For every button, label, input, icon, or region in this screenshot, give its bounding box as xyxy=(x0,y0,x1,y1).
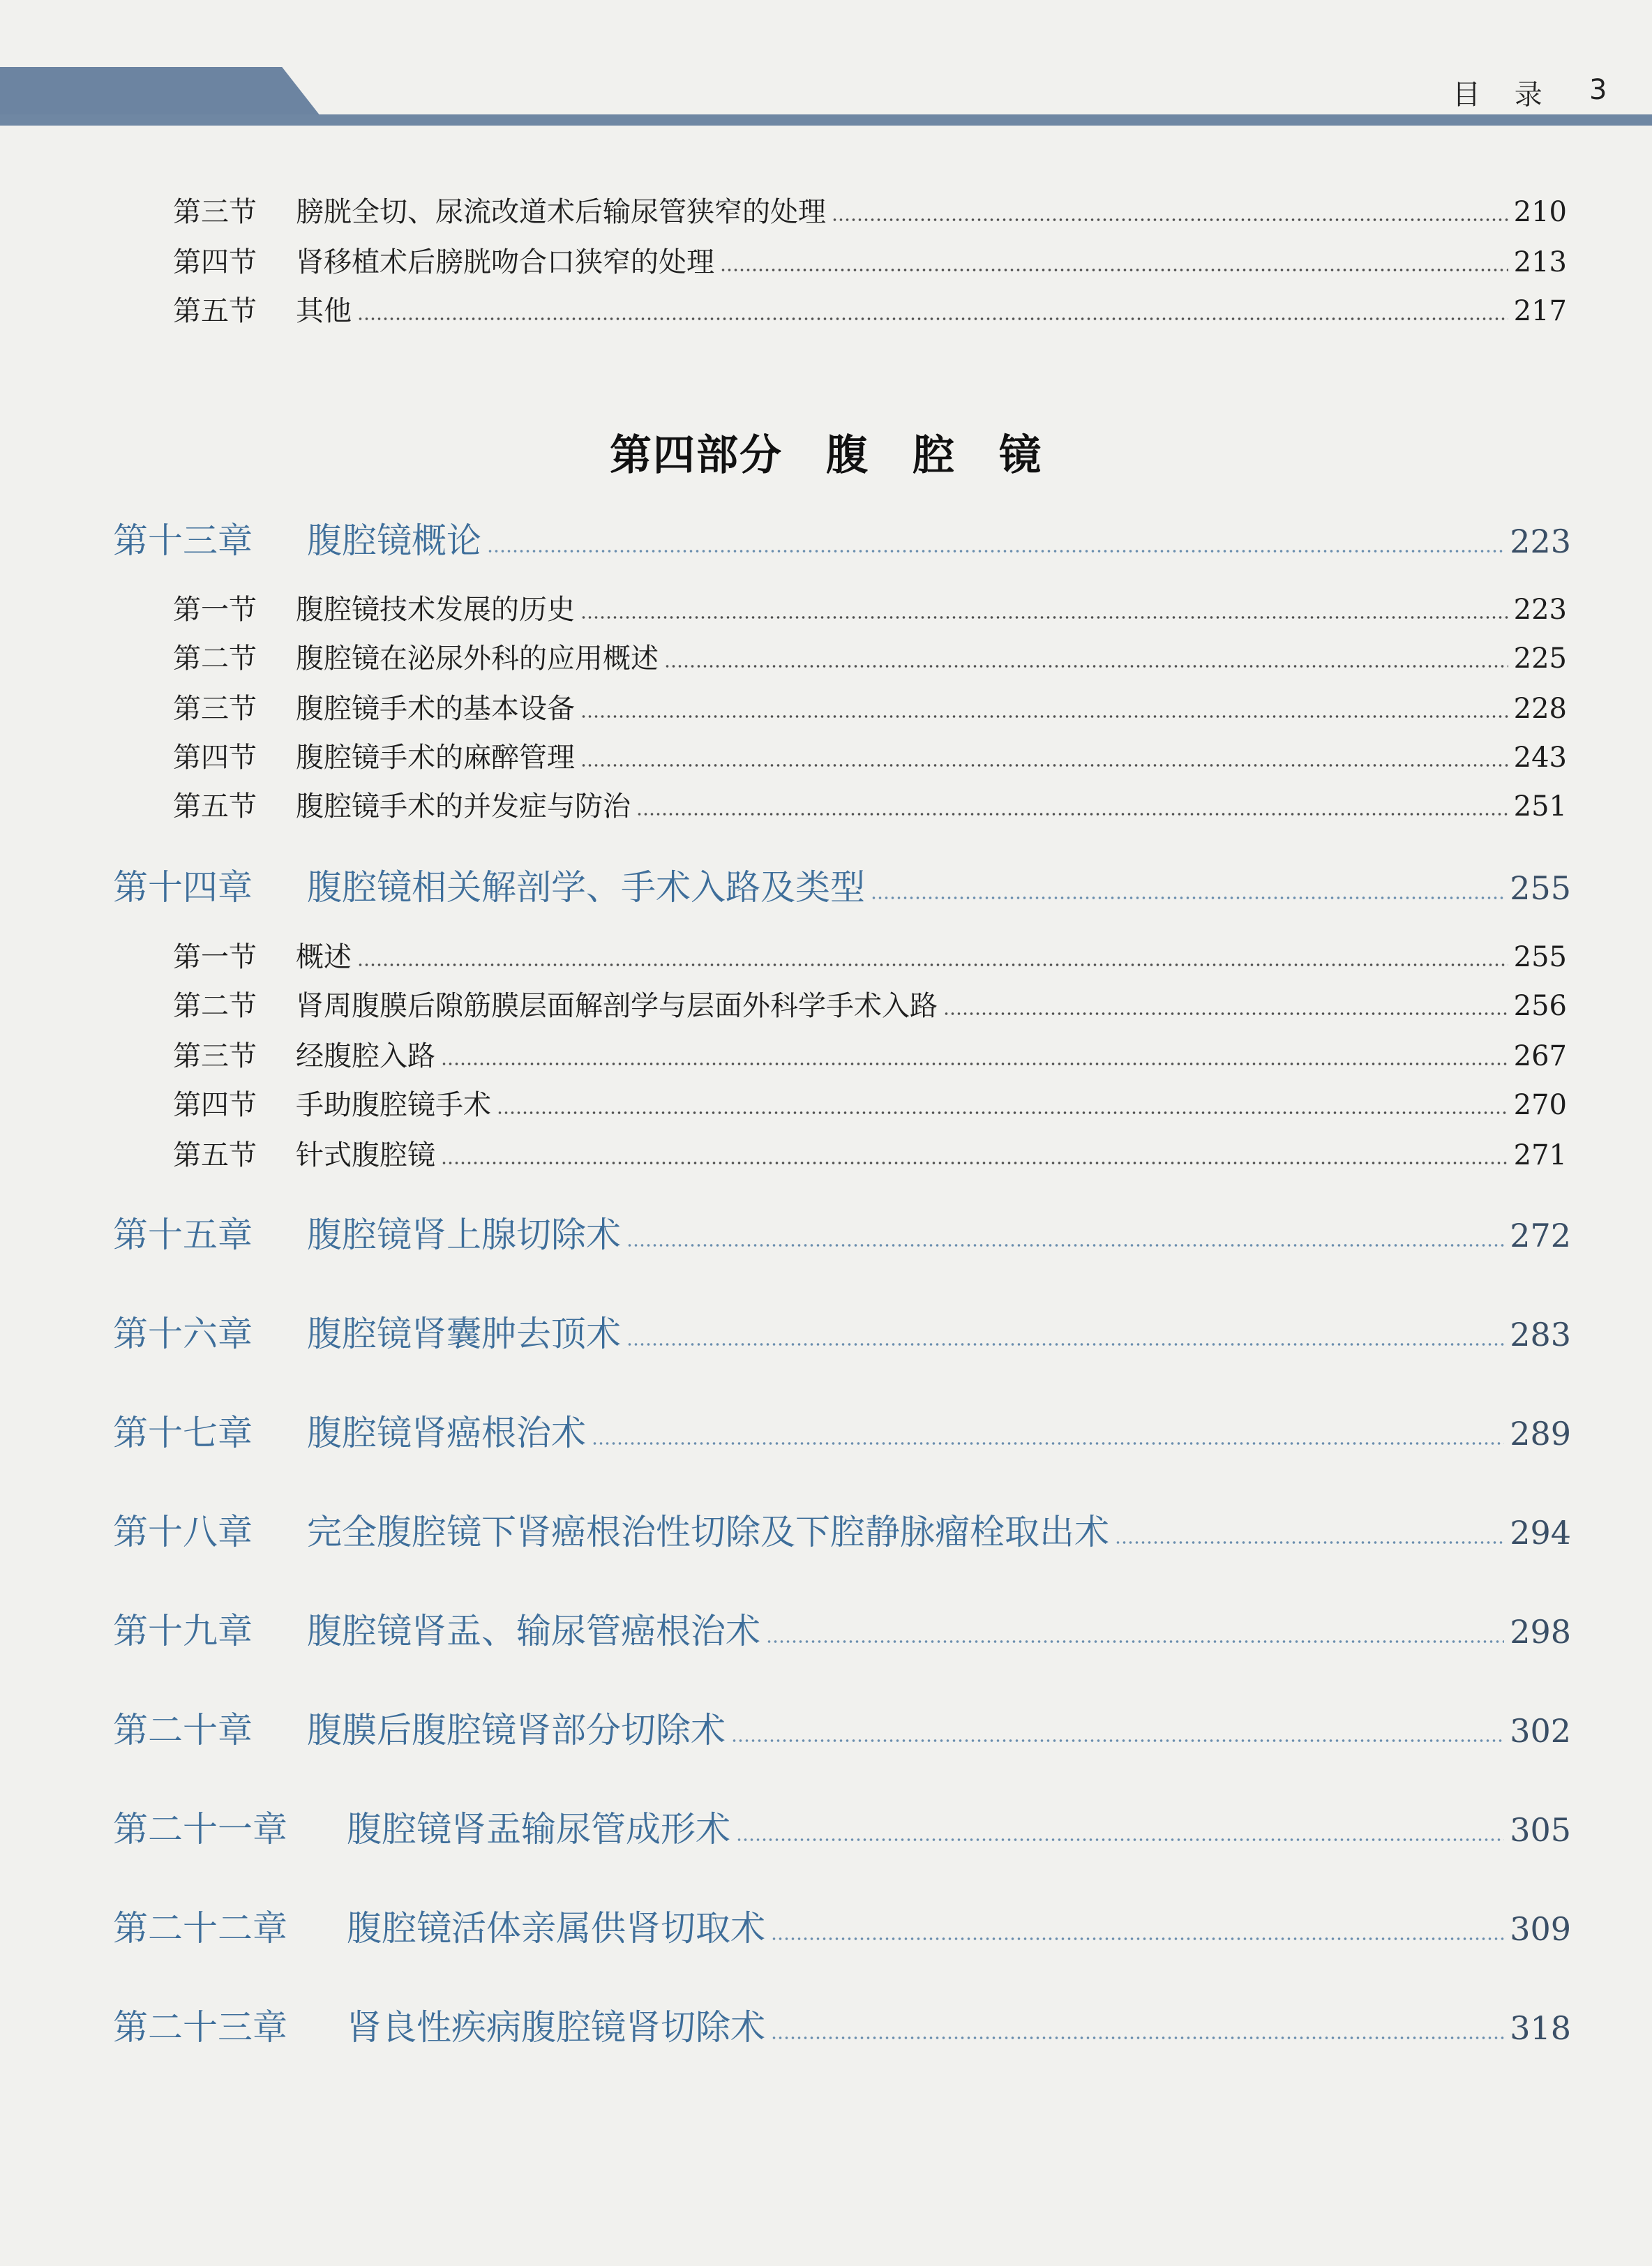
page-number: 3 xyxy=(1589,74,1607,106)
entry-page: 298 xyxy=(1510,1613,1571,1651)
dot-leader xyxy=(580,764,1508,767)
entry-title: 其他 xyxy=(296,295,352,327)
dot-leader xyxy=(626,1343,1504,1346)
toc-section-entry[interactable] xyxy=(173,935,1567,975)
toc-section-entry[interactable] xyxy=(173,289,1567,329)
entry-title: 概述 xyxy=(296,941,352,973)
toc-section-entry[interactable] xyxy=(173,784,1567,824)
header-bar xyxy=(0,67,1652,126)
entry-page: 271 xyxy=(1513,1139,1567,1171)
toc-chapter-entry[interactable] xyxy=(113,1504,1571,1554)
toc-section-entry[interactable] xyxy=(173,735,1567,775)
entry-title: 腹腔镜肾癌根治术 xyxy=(307,1413,586,1453)
entry-page: 255 xyxy=(1510,869,1571,907)
toc-chapter-entry[interactable] xyxy=(113,1405,1571,1455)
entry-page: 255 xyxy=(1513,941,1567,973)
entry-page: 272 xyxy=(1510,1217,1571,1254)
entry-title: 腹腔镜肾囊肿去顶术 xyxy=(307,1314,621,1354)
dot-leader xyxy=(664,665,1508,668)
entry-number: 第四节 xyxy=(173,1089,257,1121)
entry-number: 第三节 xyxy=(173,693,257,725)
entry-title: 腹腔镜肾盂、输尿管癌根治术 xyxy=(307,1611,760,1651)
toc-section-entry[interactable] xyxy=(173,1083,1567,1123)
entry-page: 294 xyxy=(1510,1514,1571,1552)
entry-page: 267 xyxy=(1513,1040,1567,1072)
entry-number: 第十五章 xyxy=(113,1215,253,1255)
toc-chapter-entry[interactable] xyxy=(113,1207,1571,1257)
toc-section-entry[interactable] xyxy=(173,587,1567,627)
entry-title: 经腹腔入路 xyxy=(296,1040,435,1072)
entry-number: 第四节 xyxy=(173,742,257,774)
dot-leader xyxy=(441,1063,1508,1065)
entry-title: 肾周腹膜后隙筋膜层面解剖学与层面外科学手术入路 xyxy=(296,990,938,1022)
entry-number: 第四节 xyxy=(173,246,257,278)
entry-number: 第十七章 xyxy=(113,1413,253,1453)
entry-title: 腹腔镜相关解剖学、手术入路及类型 xyxy=(307,867,865,908)
entry-page: 213 xyxy=(1513,246,1567,278)
entry-number: 第二十章 xyxy=(113,1710,253,1750)
toc-section-entry[interactable] xyxy=(173,190,1567,230)
entry-page: 210 xyxy=(1513,196,1567,228)
dot-leader xyxy=(871,896,1504,899)
dot-leader xyxy=(1115,1541,1504,1544)
toc-chapter-entry[interactable] xyxy=(113,1702,1571,1753)
entry-page: 251 xyxy=(1513,790,1567,823)
entry-title: 手助腹腔镜手术 xyxy=(296,1089,491,1121)
dot-leader xyxy=(497,1111,1508,1114)
toc-section-entry[interactable] xyxy=(173,240,1567,280)
entry-page: 309 xyxy=(1510,1910,1571,1948)
toc-section-entry[interactable] xyxy=(173,1133,1567,1173)
entry-number: 第十九章 xyxy=(113,1611,253,1651)
entry-title: 腹腔镜肾上腺切除术 xyxy=(307,1215,621,1255)
toc-chapter-entry[interactable] xyxy=(113,1306,1571,1356)
entry-title: 腹腔镜概论 xyxy=(307,520,481,561)
toc-section-entry[interactable] xyxy=(173,686,1567,726)
entry-title: 腹腔镜技术发展的历史 xyxy=(296,594,575,626)
dot-leader xyxy=(736,1838,1504,1841)
dot-leader xyxy=(357,963,1508,966)
dot-leader xyxy=(580,616,1508,619)
entry-page: 243 xyxy=(1513,742,1567,774)
entry-title: 完全腹腔镜下肾癌根治性切除及下腔静脉瘤栓取出术 xyxy=(307,1512,1109,1552)
entry-number: 第一节 xyxy=(173,594,257,626)
part-title: 第四部分 腹 腔 镜 xyxy=(610,431,1042,480)
toc-chapter-entry[interactable] xyxy=(113,1801,1571,1852)
entry-page: 223 xyxy=(1513,594,1567,626)
entry-title: 膀胱全切、尿流改道术后输尿管狭窄的处理 xyxy=(296,196,826,228)
entry-number: 第二十一章 xyxy=(113,1809,287,1849)
toc-chapter-entry[interactable] xyxy=(113,1603,1571,1653)
toc-chapter-entry[interactable] xyxy=(113,513,1571,563)
toc-chapter-entry[interactable] xyxy=(113,860,1571,910)
entry-page: 270 xyxy=(1513,1089,1567,1121)
toc-section-entry[interactable] xyxy=(173,984,1567,1023)
running-header-title: 目 录 xyxy=(1452,79,1555,111)
toc-chapter-entry[interactable] xyxy=(113,1900,1571,1951)
entry-number: 第二十二章 xyxy=(113,1908,287,1949)
dot-leader xyxy=(580,715,1508,718)
entry-title: 腹腔镜在泌尿外科的应用概述 xyxy=(296,643,659,675)
entry-title: 腹腔镜活体亲属供肾切取术 xyxy=(347,1908,765,1949)
entry-number: 第五节 xyxy=(173,1139,257,1171)
dot-leader xyxy=(832,218,1508,221)
entry-page: 223 xyxy=(1510,523,1571,560)
entry-number: 第十四章 xyxy=(113,867,253,908)
entry-page: 228 xyxy=(1513,693,1567,725)
entry-page: 256 xyxy=(1513,990,1567,1022)
entry-number: 第二节 xyxy=(173,643,257,675)
entry-number: 第三节 xyxy=(173,1040,257,1072)
entry-title: 腹膜后腹腔镜肾部分切除术 xyxy=(307,1710,726,1750)
entry-number: 第三节 xyxy=(173,196,257,228)
toc-chapter-entry[interactable] xyxy=(113,1999,1571,2050)
dot-leader xyxy=(731,1739,1504,1742)
entry-title: 肾良性疾病腹腔镜肾切除术 xyxy=(347,2007,765,2048)
entry-number: 第一节 xyxy=(173,941,257,973)
entry-number: 第十三章 xyxy=(113,520,253,561)
entry-title: 肾移植术后膀胱吻合口狭窄的处理 xyxy=(296,246,714,278)
entry-title: 针式腹腔镜 xyxy=(296,1139,435,1171)
dot-leader xyxy=(943,1012,1508,1015)
dot-leader xyxy=(636,813,1508,816)
dot-leader xyxy=(626,1244,1504,1247)
entry-page: 225 xyxy=(1513,643,1567,675)
entry-number: 第十八章 xyxy=(113,1512,253,1552)
entry-page: 305 xyxy=(1510,1811,1571,1849)
entry-number: 第二十三章 xyxy=(113,2007,287,2048)
dot-leader xyxy=(771,2036,1504,2039)
dot-leader xyxy=(357,317,1508,320)
entry-page: 302 xyxy=(1510,1712,1571,1750)
entry-page: 217 xyxy=(1513,295,1567,327)
entry-title: 腹腔镜手术的麻醉管理 xyxy=(296,742,575,774)
dot-leader xyxy=(592,1442,1504,1445)
entry-page: 283 xyxy=(1510,1316,1571,1353)
entry-title: 腹腔镜肾盂输尿管成形术 xyxy=(347,1809,730,1849)
header-rule xyxy=(0,114,1652,126)
dot-leader xyxy=(771,1937,1504,1940)
toc-section-entry[interactable] xyxy=(173,1034,1567,1074)
entry-page: 318 xyxy=(1510,2009,1571,2047)
entry-page: 289 xyxy=(1510,1415,1571,1453)
entry-number: 第十六章 xyxy=(113,1314,253,1354)
dot-leader xyxy=(720,269,1508,271)
dot-leader xyxy=(441,1162,1508,1164)
entry-number: 第二节 xyxy=(173,990,257,1022)
entry-title: 腹腔镜手术的基本设备 xyxy=(296,693,575,725)
dot-leader xyxy=(766,1640,1504,1643)
entry-number: 第五节 xyxy=(173,295,257,327)
entry-title: 腹腔镜手术的并发症与防治 xyxy=(296,790,631,823)
dot-leader xyxy=(487,550,1504,553)
toc-section-entry[interactable] xyxy=(173,636,1567,676)
entry-number: 第五节 xyxy=(173,790,257,823)
